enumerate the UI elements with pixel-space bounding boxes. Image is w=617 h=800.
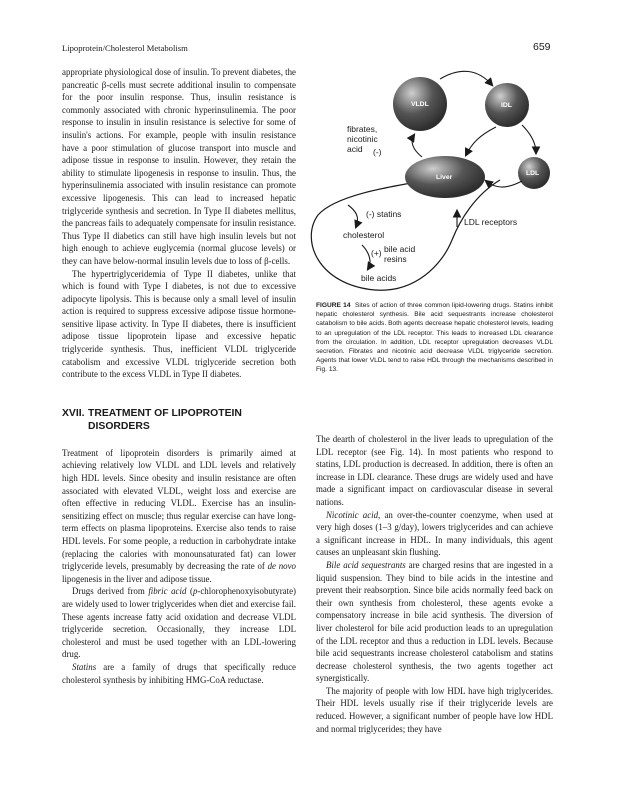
section-title-line: DISORDERS bbox=[88, 420, 150, 432]
resins-label: bile acid bbox=[384, 244, 416, 254]
paragraph: Treatment of lipoprotein disorders is primarily aimed at achieving relatively low VLDL and LDL levels and relatively high HDL levels. Since obesity and insulin resistance are often associated with elevated VLDL, weight loss and exercise are often effective in reducing VLDL. Exercise has an insulin-sensitizing effect on muscle; thus regular exercise can have long-term effects on plasma lipoproteins. Exercise also tends to raise HDL levels. For some people, a reduction in carbohydrate intake (replacing the calories with monounsaturated fat) can lower triglyceride levels, presumably by decreasing the rate of de novo lipogenesis in the liver and adipose tissue. bbox=[62, 447, 296, 584]
paragraph: appropriate physiological dose of insulin. To prevent diabetes, the pancreatic β-cells must secrete additional insulin to compensate for the poor insulin response. Thus, insulin resistance is commonly associated with chronic hyperinsulinemia. The poor response to insulin in insulin resistance is selective for some of insulin's actions. For example, people with insulin resistance have a poor stimulation of glucose transport into muscle and adipose tissue in response to insulin. However, they retain the ability to stimulate lipogenesis in response to insulin. Thus, the hyperinsulinemia associated with insulin resistance can promote excessive lipogenesis. This can lead to increased hepatic triglyceride synthesis and secretion. In Type II diabetes mellitus, the pancreas fails to adequately compensate for insulin resistance. Thus Type II diabetics can still have high insulin levels but not high enough to achieve euglycemia (normal glucose levels) or they can have below-normal insulin levels due to loss of β-cells. bbox=[62, 67, 296, 266]
caption-label: FIGURE 14 bbox=[316, 302, 351, 309]
arrow-to-cholesterol bbox=[348, 205, 358, 227]
figure-14-diagram bbox=[300, 55, 560, 300]
paragraph: Bile acid sequestrants are charged resins that are ingested in a liquid suspension. They bind to bile acids in the intestine and prevent their reabsorption. Since bile acids normally feed back on their own synthesis from cholesterol, these agents evoke a compensatory increase in bile acid synthesis. The diversion of liver cholesterol for bile acid production leads to an upregulation of the LDL receptor and thus a reduction in LDL levels. Because bile acid sequestrants increase cholesterol catabolism and statins decrease cholesterol synthesis, the two agents together act synergistically. bbox=[316, 559, 553, 684]
arrow-cholesterol-to-bile-acids bbox=[362, 245, 370, 269]
ldl-label: LDL bbox=[526, 170, 540, 177]
liver-label: Liver bbox=[436, 174, 453, 181]
cholesterol-label: cholesterol bbox=[343, 230, 385, 240]
idl-label: IDL bbox=[501, 102, 512, 109]
running-title: Lipoprotein/Cholesterol Metabolism bbox=[62, 43, 188, 53]
right-column bbox=[316, 433, 553, 735]
fibrates-label: fibrates, bbox=[347, 124, 378, 134]
section-number: XVII. bbox=[62, 407, 85, 419]
left-column bbox=[62, 66, 296, 686]
paragraph: The dearth of cholesterol in the liver leads to upregulation of the LDL receptor (see Fig. 14). In most patients who respond to statins, LDL production is decreased. In addition, there is often an increase in LDL clearance. These drugs are widely used and have made a significant impact on cardiovascular disease in several nations. bbox=[316, 434, 554, 507]
figure-caption bbox=[316, 301, 553, 375]
fibrates-label: acid bbox=[347, 144, 363, 154]
page-number: 659 bbox=[533, 41, 551, 53]
section-heading bbox=[62, 407, 296, 433]
vldl-label: VLDL bbox=[411, 101, 429, 108]
statins-label: (-) statins bbox=[366, 209, 402, 219]
caption-text: Sites of action of three common lipid-lowering drugs. Statins inhibit hepatic cholesterol synthesis. Bile acid sequestrants increase cholesterol catabolism to bile acids. Both agents decrease hepatic cholesterol levels, leading to an upregulation of the LDL receptor. This leads to increased LDL clearance from the circulation. In addition, LDL receptor upregulation decreases VLDL secretion. Fibrates and nicotinic acid decrease VLDL triglyceride secretion. Agents that lower VLDL tend to raise HDL through the mechanisms described in Fig. 13. bbox=[316, 302, 553, 374]
bile-acids-label: bile acids bbox=[361, 273, 397, 283]
arrow-vldl-to-idl bbox=[440, 71, 492, 85]
paragraph: Drugs derived from fibric acid (p-chlorophenoxyisobutyrate) are widely used to lower triglycerides when diet and exercise fail. These agents increase fatty acid oxidation and decrease VLDL triglyceride secretion. Occasionally, they increase LDL cholesterol and must be used together with an LDL-lowering drug. bbox=[62, 586, 296, 660]
paragraph: Statins are a family of drugs that specifically reduce cholesterol synthesis by inhibiting HMG-CoA reductase. bbox=[62, 661, 296, 685]
stimulate-marker: (+) bbox=[371, 248, 382, 258]
ldl-receptors-label: LDL receptors bbox=[464, 217, 518, 227]
arrow-idl-to-liver bbox=[466, 127, 496, 155]
figure-link[interactable]: Fig. 14 bbox=[390, 446, 418, 457]
section-title-line: TREATMENT OF LIPOPROTEIN bbox=[88, 407, 242, 419]
liver-outline bbox=[311, 176, 500, 290]
inhibit-marker: (-) bbox=[373, 147, 382, 157]
resins-label: resins bbox=[384, 254, 407, 264]
paragraph: Nicotinic acid, an over-the-counter coenzyme, when used at very high doses (1–3 g/day), lowers triglycerides and can achieve a significant increase in HDL. In many individuals, this agent causes an unpleasant skin flushing. bbox=[316, 509, 553, 558]
arrow-idl-to-ldl bbox=[522, 125, 536, 153]
fibrates-label: nicotinic bbox=[347, 134, 378, 144]
paragraph: The hypertriglyceridemia of Type II diabetes, unlike that which is found with Type I diabetes, is not due to excessive adipocyte lipolysis. This is because only a small level of insulin action is required to suppress excessive adipose tissue hormone-sensitive lipase activity. In Type II diabetes, there is insufficient adipose tissue lipoprotein lipase and excessive hepatic triglyceride synthesis. Thus, inefficient VLDL triglyceride catabolism and excessive VLDL triglyceride secretion both contribute to the excess VLDL in Type II diabetes. bbox=[62, 268, 296, 380]
arrow-liver-to-vldl bbox=[412, 135, 422, 157]
paragraph: The majority of people with low HDL have high triglycerides. Their HDL levels usually rise if their triglyceride levels are reduced. However, a significant number of people have low HDL and normal triglycerides; they have bbox=[316, 685, 553, 734]
